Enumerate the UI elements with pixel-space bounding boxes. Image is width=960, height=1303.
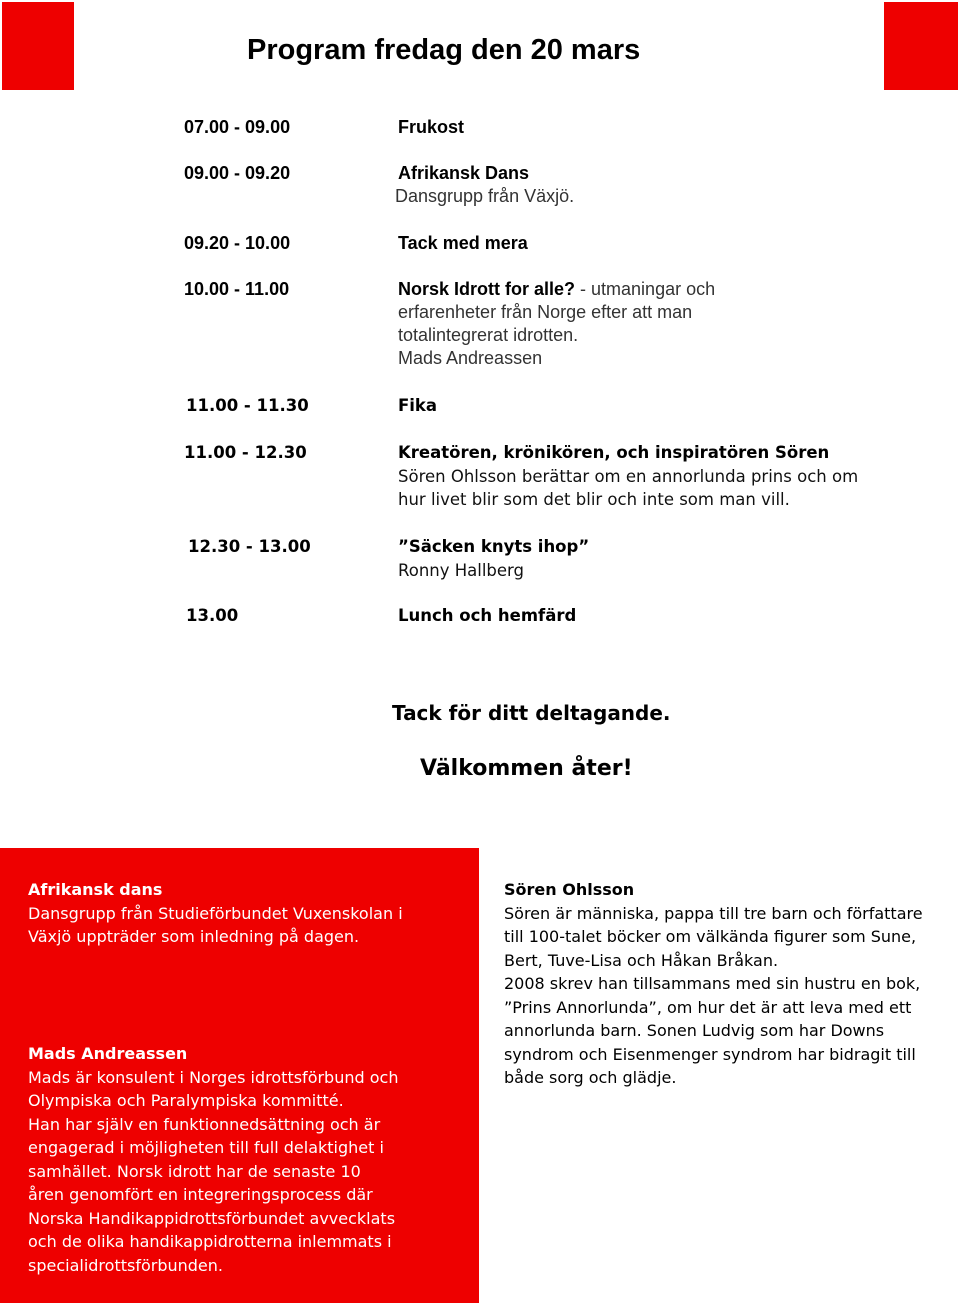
info-line: specialidrottsförbunden.: [28, 1255, 223, 1275]
info-line: Olympiska och Paralympiska kommitté.: [28, 1091, 344, 1110]
schedule-time: 13.00: [186, 606, 239, 625]
schedule-title: Frukost: [398, 117, 465, 137]
info-line: annorlunda barn. Sonen Ludvig som har Downs: [504, 1021, 885, 1040]
schedule-time: 10.00 - 11.00: [184, 279, 290, 299]
info-line: Dansgrupp från Studieförbundet Vuxenskolan i: [28, 903, 403, 923]
schedule-speaker: Ronny Hallberg: [398, 561, 525, 580]
info-line: Norska Handikappidrottsförbundet avvecklats: [28, 1208, 396, 1228]
schedule-time: 11.00 - 11.30: [186, 396, 309, 415]
info-line: Sören är människa, pappa till tre barn och författare: [504, 903, 923, 923]
schedule-title: Fika: [398, 396, 438, 415]
schedule-title: Kreatören, krönikören, och inspiratören Sören: [398, 443, 830, 462]
schedule-time: 07.00 - 09.00: [184, 117, 291, 137]
thanks-text: Tack för ditt deltagande.: [392, 701, 671, 725]
info-afrikansk-dans: [28, 878, 468, 949]
info-soren-ohlsson: [504, 878, 954, 1090]
info-line: Växjö uppträder som inledning på dagen.: [28, 927, 360, 946]
info-line: syndrom och Eisenmenger syndrom har bidragit till: [504, 1044, 916, 1064]
info-line: ”Prins Annorlunda”, om hur det är att leva med ett: [504, 997, 912, 1017]
schedule-title: Afrikansk Dans: [398, 163, 530, 183]
schedule-title: Lunch och hemfärd: [398, 606, 577, 625]
info-line: åren genomfört en integreringsprocess där: [28, 1185, 373, 1204]
corner-decoration-right: [884, 2, 958, 90]
schedule-description-line: Sören Ohlsson berättar om en annorlunda prins och om: [398, 467, 859, 486]
welcome-text: Välkommen åter!: [420, 756, 633, 781]
info-line: till 100-talet böcker om välkända figurer som Sune,: [504, 927, 917, 946]
schedule-title: Tack med mera: [398, 233, 528, 253]
schedule-time: 11.00 - 12.30: [184, 443, 307, 462]
info-line: Bert, Tuve-Lisa och Håkan Bråkan.: [504, 950, 779, 970]
info-line: samhället. Norsk idrott har de senaste 10: [28, 1161, 361, 1181]
info-heading: Sören Ohlsson: [504, 880, 635, 899]
info-line: både sorg och glädje.: [504, 1068, 677, 1087]
schedule-time: 09.00 - 09.20: [184, 163, 291, 183]
info-heading: Mads Andreassen: [28, 1044, 188, 1063]
schedule-description: Dansgrupp från Växjö.: [395, 186, 575, 206]
info-line: Han har själv en funktionnedsättning och är: [28, 1114, 381, 1134]
corner-decoration-left: [2, 2, 74, 90]
info-line: och de olika handikappidrotterna inlemmats i: [28, 1232, 392, 1251]
info-line: 2008 skrev han tillsammans med sin hustru en bok,: [504, 974, 921, 993]
schedule-time: 09.20 - 10.00: [184, 233, 291, 253]
schedule-description-line: totalintegrerat idrotten.: [398, 325, 579, 345]
schedule-title: [398, 277, 715, 301]
schedule-description-line: erfarenheter från Norge efter att man: [398, 302, 693, 322]
page-title: Program fredag den 20 mars: [247, 34, 641, 66]
schedule-title-rest: - utmaningar och: [575, 279, 716, 299]
schedule-title-bold: Norsk Idrott for alle?: [398, 279, 576, 299]
info-heading: Afrikansk dans: [28, 880, 163, 899]
info-line: Mads är konsulent i Norges idrottsförbund och: [28, 1067, 399, 1087]
info-panel-red: [0, 848, 479, 1303]
schedule-speaker: Mads Andreassen: [398, 348, 543, 368]
info-line: engagerad i möjligheten till full delaktighet i: [28, 1138, 384, 1157]
schedule-title: ”Säcken knyts ihop”: [398, 537, 590, 556]
schedule-time: 12.30 - 13.00: [188, 537, 311, 556]
info-mads-andreassen: [28, 1042, 468, 1277]
schedule-description-line: hur livet blir som det blir och inte som man vill.: [398, 490, 790, 509]
